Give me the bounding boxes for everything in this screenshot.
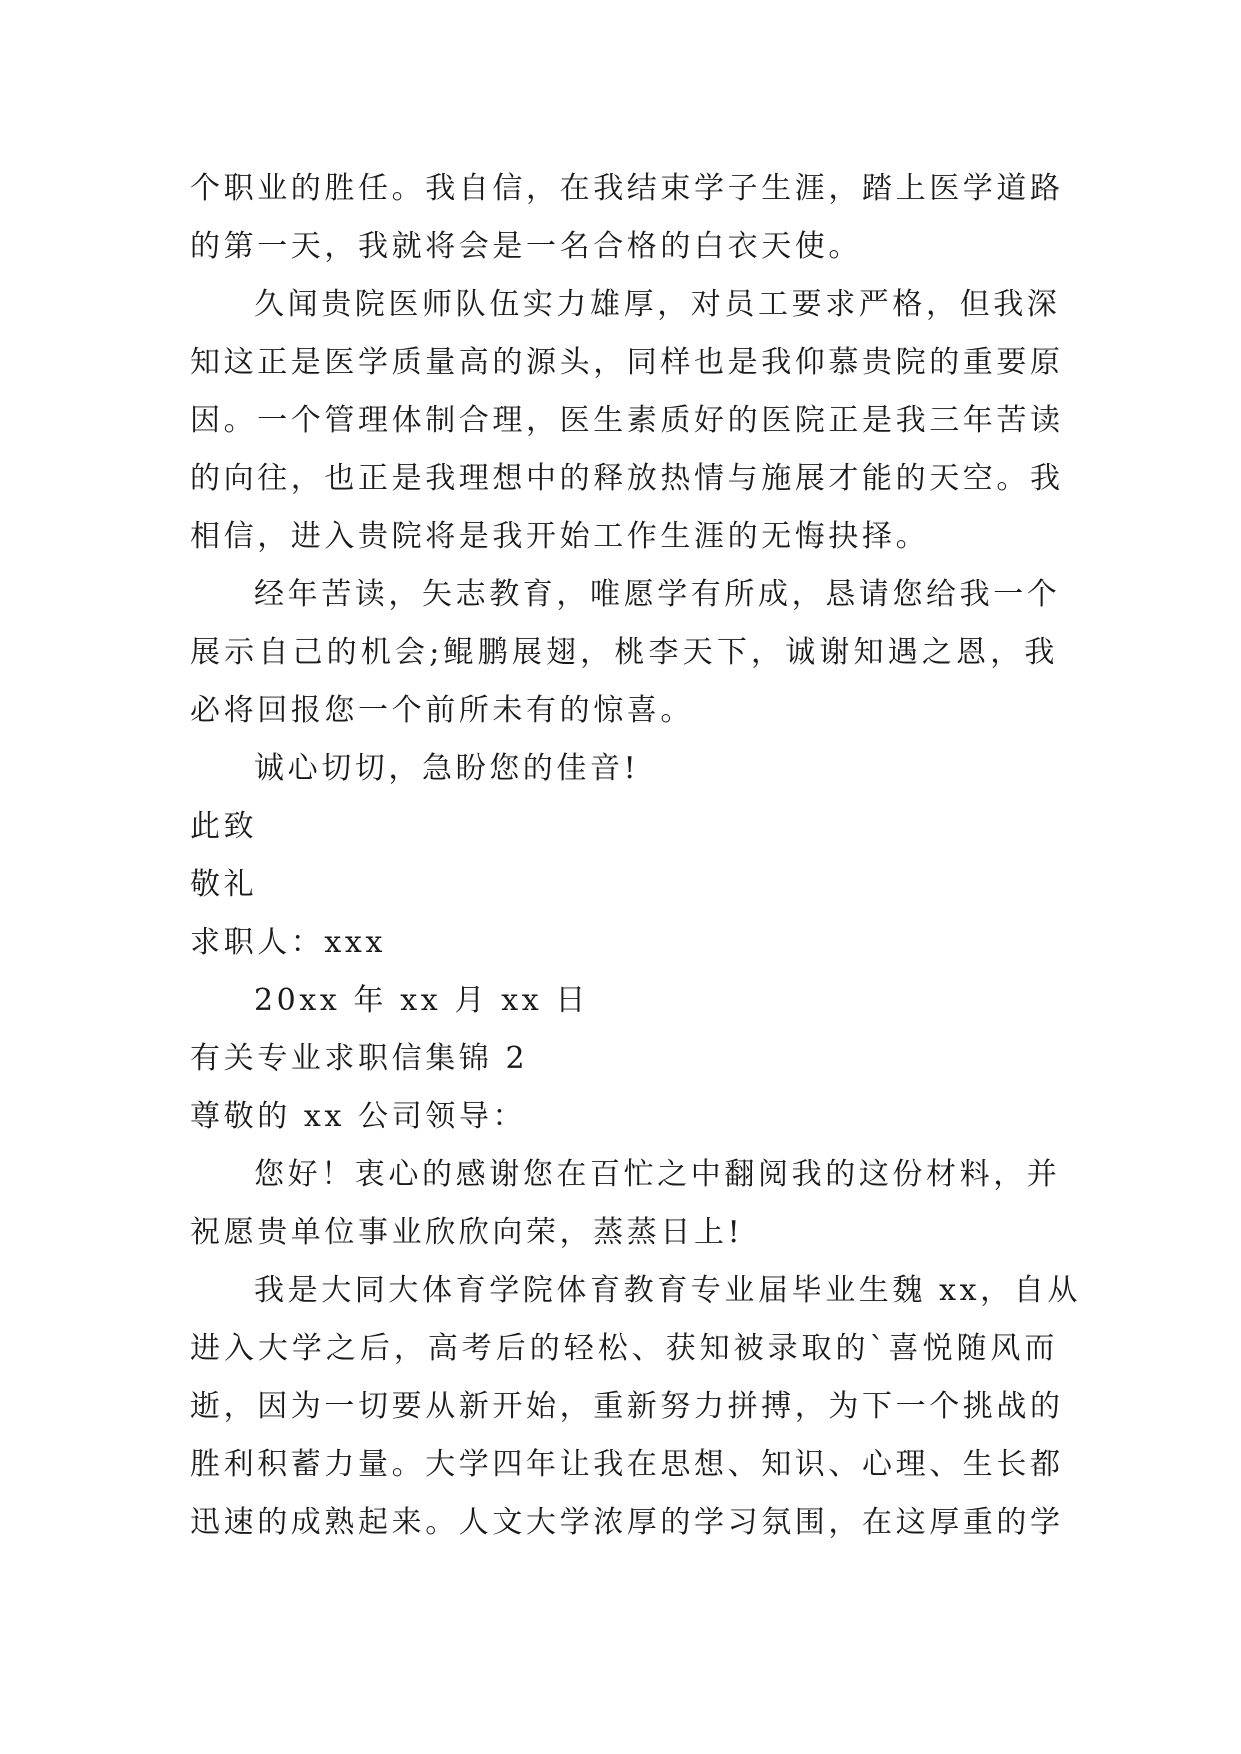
text-line: 相信，进入贵院将是我开始工作生涯的无悔抉择。 <box>190 519 930 554</box>
letter-date: 20xx 年 xx 月 xx 日 <box>254 983 589 1018</box>
text-line: 迅速的成熟起来。人文大学浓厚的学习氛围，在这厚重的学 <box>190 1505 1064 1540</box>
paragraph-2 <box>190 276 1064 566</box>
text-line: 因。一个管理体制合理，医生素质好的医院正是我三年苦读 <box>190 403 1064 438</box>
signature: 求职人：xxx <box>190 925 386 960</box>
paragraph-3 <box>190 566 1061 740</box>
text-line: 进入大学之后，高考后的轻松、获知被录取的`喜悦随风而 <box>190 1331 1058 1366</box>
text-line: 必将回报您一个前所未有的惊喜。 <box>190 693 694 728</box>
closing-wish: 诚心切切，急盼您的佳音! <box>254 751 640 786</box>
letter-body <box>190 160 1081 1552</box>
text-line: 您好！衷心的感谢您在百忙之中翻阅我的这份材料，并 <box>254 1157 1061 1192</box>
text-line: 个职业的胜任。我自信，在我结束学子生涯，踏上医学道路 <box>190 171 1064 206</box>
text-line: 祝愿贵单位事业欣欣向荣，蒸蒸日上! <box>190 1215 744 1250</box>
text-line: 展示自己的机会;鲲鹏展翅，桃李天下，诚谢知遇之恩，我 <box>190 635 1058 670</box>
letter-greeting: 尊敬的 xx 公司领导： <box>190 1099 527 1134</box>
paragraph-1 <box>190 160 1064 276</box>
section-2-paragraph-1 <box>190 1146 1061 1262</box>
text-line: 我是大同大体育学院体育教育专业届毕业生魏 xx，自从 <box>254 1273 1081 1308</box>
text-line: 的向往，也正是我理想中的释放热情与施展才能的天空。我 <box>190 461 1064 496</box>
section-2-paragraph-2 <box>190 1262 1081 1552</box>
text-line: 经年苦读，矢志教育，唯愿学有所成，恳请您给我一个 <box>254 577 1061 612</box>
text-line: 逝，因为一切要从新开始，重新努力拼搏，为下一个挑战的 <box>190 1389 1064 1424</box>
salutation-line-2: 敬礼 <box>190 867 258 902</box>
text-line: 胜利积蓄力量。大学四年让我在思想、知识、心理、生长都 <box>190 1447 1064 1482</box>
section-title: 有关专业求职信集锦 2 <box>190 1041 529 1076</box>
text-line: 的第一天，我就将会是一名合格的白衣天使。 <box>190 229 862 264</box>
salutation-line-1: 此致 <box>190 809 258 844</box>
text-line: 知这正是医学质量高的源头，同样也是我仰慕贵院的重要原 <box>190 345 1064 380</box>
text-line: 久闻贵院医师队伍实力雄厚，对员工要求严格，但我深 <box>254 287 1061 322</box>
